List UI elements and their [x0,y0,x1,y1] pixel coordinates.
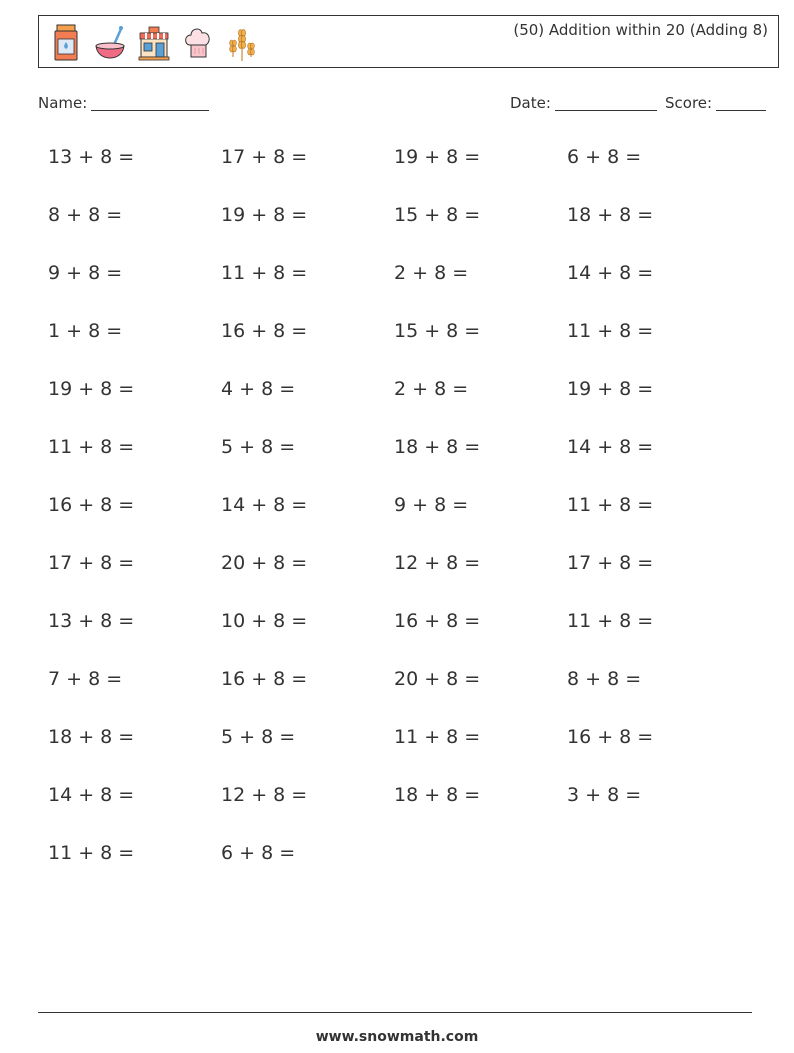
date-blank[interactable] [555,95,657,111]
problem-item: 8 + 8 = [567,668,642,690]
problem-item: 16 + 8 = [48,494,135,516]
problem-item: 15 + 8 = [394,204,481,226]
score-label: Score: [665,94,713,112]
bakery-shop-icon [137,21,171,63]
date-field [510,94,657,112]
problem-item: 1 + 8 = [48,320,123,342]
problem-item: 19 + 8 = [567,378,654,400]
score-field [665,94,766,112]
problem-item: 16 + 8 = [394,610,481,632]
wheat-icon [225,21,259,63]
problem-item: 3 + 8 = [567,784,642,806]
footer-url: www.snowmath.com [315,1029,479,1045]
problem-item: 4 + 8 = [221,378,296,400]
score-blank[interactable] [716,95,766,111]
problem-item: 20 + 8 = [221,552,308,574]
problem-item: 2 + 8 = [394,262,469,284]
worksheet-title: (50) Addition within 20 (Adding 8) [513,21,768,39]
problem-item: 17 + 8 = [48,552,135,574]
name-label: Name: [38,94,88,112]
problem-item: 18 + 8 = [394,784,481,806]
problem-item: 9 + 8 = [48,262,123,284]
mixing-bowl-icon [93,21,127,63]
problem-item: 17 + 8 = [567,552,654,574]
footer-divider [38,1012,752,1013]
problem-item: 2 + 8 = [394,378,469,400]
problem-item: 11 + 8 = [567,494,654,516]
problem-item: 11 + 8 = [221,262,308,284]
problem-item: 16 + 8 = [567,726,654,748]
milk-carton-icon [49,21,83,63]
problem-item: 7 + 8 = [48,668,123,690]
problem-item: 15 + 8 = [394,320,481,342]
problem-item: 17 + 8 = [221,146,308,168]
problem-item: 13 + 8 = [48,610,135,632]
problem-item: 16 + 8 = [221,320,308,342]
problem-grid [48,146,748,876]
problem-item: 11 + 8 = [48,436,135,458]
problem-item: 9 + 8 = [394,494,469,516]
problem-item: 14 + 8 = [48,784,135,806]
problem-item: 6 + 8 = [567,146,642,168]
problem-item: 11 + 8 = [394,726,481,748]
problem-item: 14 + 8 = [221,494,308,516]
problem-item: 12 + 8 = [394,552,481,574]
problem-item: 5 + 8 = [221,726,296,748]
date-label: Date: [510,94,551,112]
worksheet-header [38,15,779,68]
header-icons [49,20,259,64]
problem-item: 11 + 8 = [567,610,654,632]
problem-item: 19 + 8 = [48,378,135,400]
problem-item: 8 + 8 = [48,204,123,226]
problem-item: 19 + 8 = [394,146,481,168]
problem-item: 18 + 8 = [48,726,135,748]
chef-hat-icon [181,21,215,63]
problem-item: 13 + 8 = [48,146,135,168]
name-blank[interactable] [91,95,209,111]
problem-item: 5 + 8 = [221,436,296,458]
problem-item: 11 + 8 = [567,320,654,342]
problem-item: 16 + 8 = [221,668,308,690]
problem-item: 10 + 8 = [221,610,308,632]
problem-item: 14 + 8 = [567,436,654,458]
problem-item: 20 + 8 = [394,668,481,690]
name-field [38,94,209,112]
problem-item: 6 + 8 = [221,842,296,864]
problem-item: 19 + 8 = [221,204,308,226]
problem-item: 12 + 8 = [221,784,308,806]
problem-item: 14 + 8 = [567,262,654,284]
problem-item: 18 + 8 = [567,204,654,226]
problem-item: 18 + 8 = [394,436,481,458]
problem-item: 11 + 8 = [48,842,135,864]
